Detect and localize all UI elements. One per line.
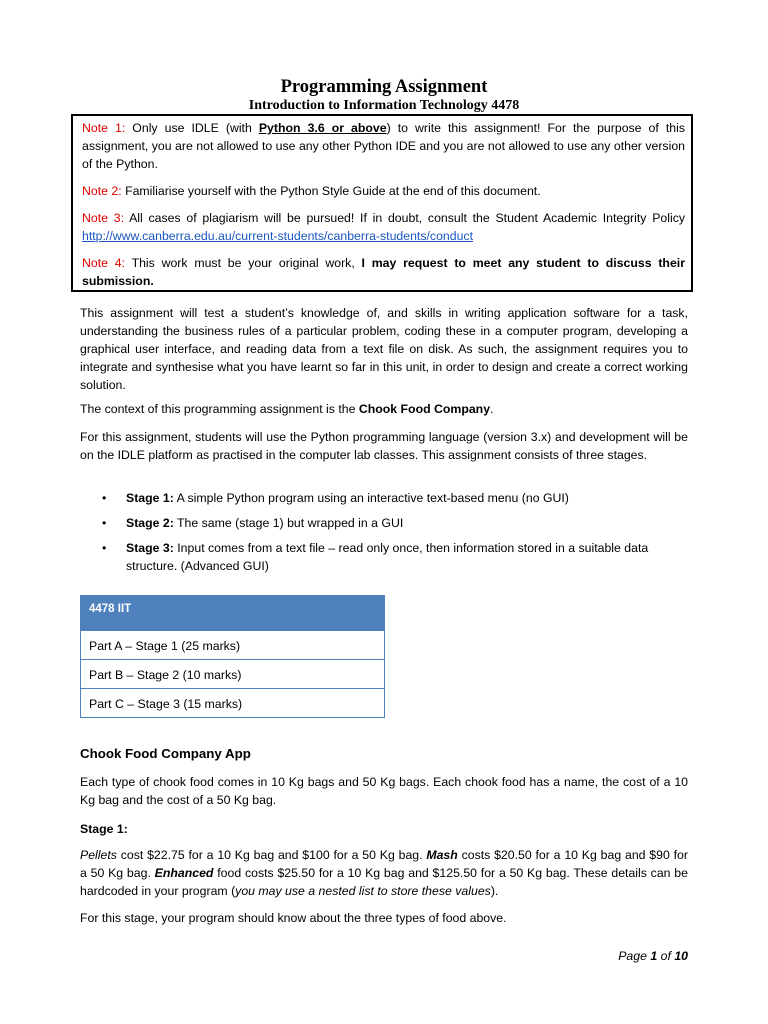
- assignment-overview-paragraph: For this assignment, students will use the Python programming language (version 3.x) and development will be on the IDLE platform as practised in the computer lab classes. This assignment consists of three stages.: [80, 430, 688, 462]
- stage-2-label: Stage 2:: [126, 516, 174, 530]
- stage-3-text: Input comes from a text file – read only once, then information stored in a suitable data structure. (Advanced GUI): [126, 541, 649, 573]
- note-4-bold-text: I may request to meet any student to discuss their submission.: [82, 256, 685, 288]
- context-text: The context of this programming assignment is the: [80, 402, 359, 416]
- app-heading: Chook Food Company App: [80, 746, 251, 761]
- stage-1-text-4: ).: [490, 884, 499, 898]
- context-paragraph: [80, 400, 688, 418]
- page-word: Page: [618, 949, 651, 963]
- marks-table-header: 4478 IIT: [81, 596, 384, 630]
- marks-table-row: Part C – Stage 3 (15 marks): [81, 688, 384, 717]
- stage-2-text: The same (stage 1) but wrapped in a GUI: [173, 516, 404, 530]
- note-3-label: Note 3:: [82, 211, 124, 225]
- note-4-label: Note 4:: [82, 256, 126, 270]
- note-2: [82, 182, 685, 200]
- page-number-footer: [618, 947, 688, 965]
- note-3: [82, 209, 685, 245]
- stage-1-item: [80, 489, 688, 507]
- marks-table-row: Part B – Stage 2 (10 marks): [81, 659, 384, 688]
- note-3-text: All cases of plagiarism will be pursued! If in doubt, consult the Student Academic Integrity Policy: [124, 211, 685, 225]
- note-2-text: Familiarise yourself with the Python Style Guide at the end of this document.: [121, 184, 541, 198]
- stage-1-text-1: cost $22.75 for a 10 Kg bag and $100 for a 50 Kg bag.: [116, 848, 427, 862]
- notes-box: [71, 114, 693, 292]
- page-subtitle: Introduction to Information Technology 4478: [248, 98, 520, 113]
- stage-2-item: [80, 514, 688, 532]
- note-1-text-b: ) to write this assignment! For the purpose of this assignment, you are not allowed to use any other Python IDE and you are not allowed to use any other version of the Python.: [82, 121, 685, 171]
- stage-1-closing: For this stage, your program should know about the three types of food above.: [80, 911, 507, 925]
- note-1: [82, 119, 685, 173]
- intro-paragraph: This assignment will test a student’s knowledge of, and skills in writing application software for a task, understanding the business rules of a particular problem, coding these in a computer program, developing a graphical user interface, and reading data from a text file on disk. As such, the assignment requires you to integrate and synthesise what you have learnt so far in this unit, in order to design and create a correct working solution.: [80, 306, 688, 392]
- stages-list: [80, 489, 688, 582]
- marks-table-row: Part A – Stage 1 (25 marks): [81, 630, 384, 659]
- stage-1-label: Stage 1:: [126, 491, 174, 505]
- current-page: 1: [650, 949, 658, 963]
- pellets-term: Pellets: [80, 848, 117, 862]
- of-word: of: [657, 949, 675, 963]
- bullet-icon: •: [102, 516, 107, 530]
- company-name: Chook Food Company: [358, 402, 491, 416]
- stage-1-heading: Stage 1:: [80, 822, 128, 836]
- note-2-label: Note 2:: [82, 184, 122, 198]
- stage-3-item: [80, 539, 688, 575]
- mash-term: Mash: [426, 848, 458, 862]
- stage-1-text: A simple Python program using an interactive text-based menu (no GUI): [173, 491, 569, 505]
- note-1-label: Note 1:: [82, 121, 126, 135]
- note-4-text: This work must be your original work,: [125, 256, 362, 270]
- total-pages: 10: [674, 949, 688, 963]
- stage-1-text-2: costs $20.50 for a 10 Kg bag and $90 for a 50 Kg bag.: [80, 848, 688, 880]
- note-1-text-a: Only use IDLE (with: [125, 121, 259, 135]
- note-1-python-version: Python 3.6 or above: [258, 121, 387, 135]
- conduct-policy-link[interactable]: http://www.canberra.edu.au/current-students/canberra-students/conduct: [82, 229, 473, 243]
- bullet-icon: •: [102, 491, 107, 505]
- bullet-icon: •: [102, 541, 107, 555]
- stage-3-label: Stage 3:: [126, 541, 174, 555]
- app-description-paragraph: Each type of chook food comes in 10 Kg bags and 50 Kg bags. Each chook food has a name, the cost of a 10 Kg bag and the cost of a 50 Kg bag.: [80, 775, 688, 807]
- nested-list-hint: you may use a nested list to store these values: [235, 884, 491, 898]
- stage-1-text-3: food costs $25.50 for a 10 Kg bag and $125.50 for a 50 Kg bag. These details can be hardcoded in your program (: [80, 866, 688, 898]
- context-end: .: [490, 402, 494, 416]
- enhanced-term: Enhanced: [154, 866, 214, 880]
- marks-table: [80, 595, 385, 718]
- note-4: [82, 254, 685, 290]
- page-title: Programming Assignment: [280, 77, 488, 97]
- stage-1-paragraph: [80, 846, 688, 900]
